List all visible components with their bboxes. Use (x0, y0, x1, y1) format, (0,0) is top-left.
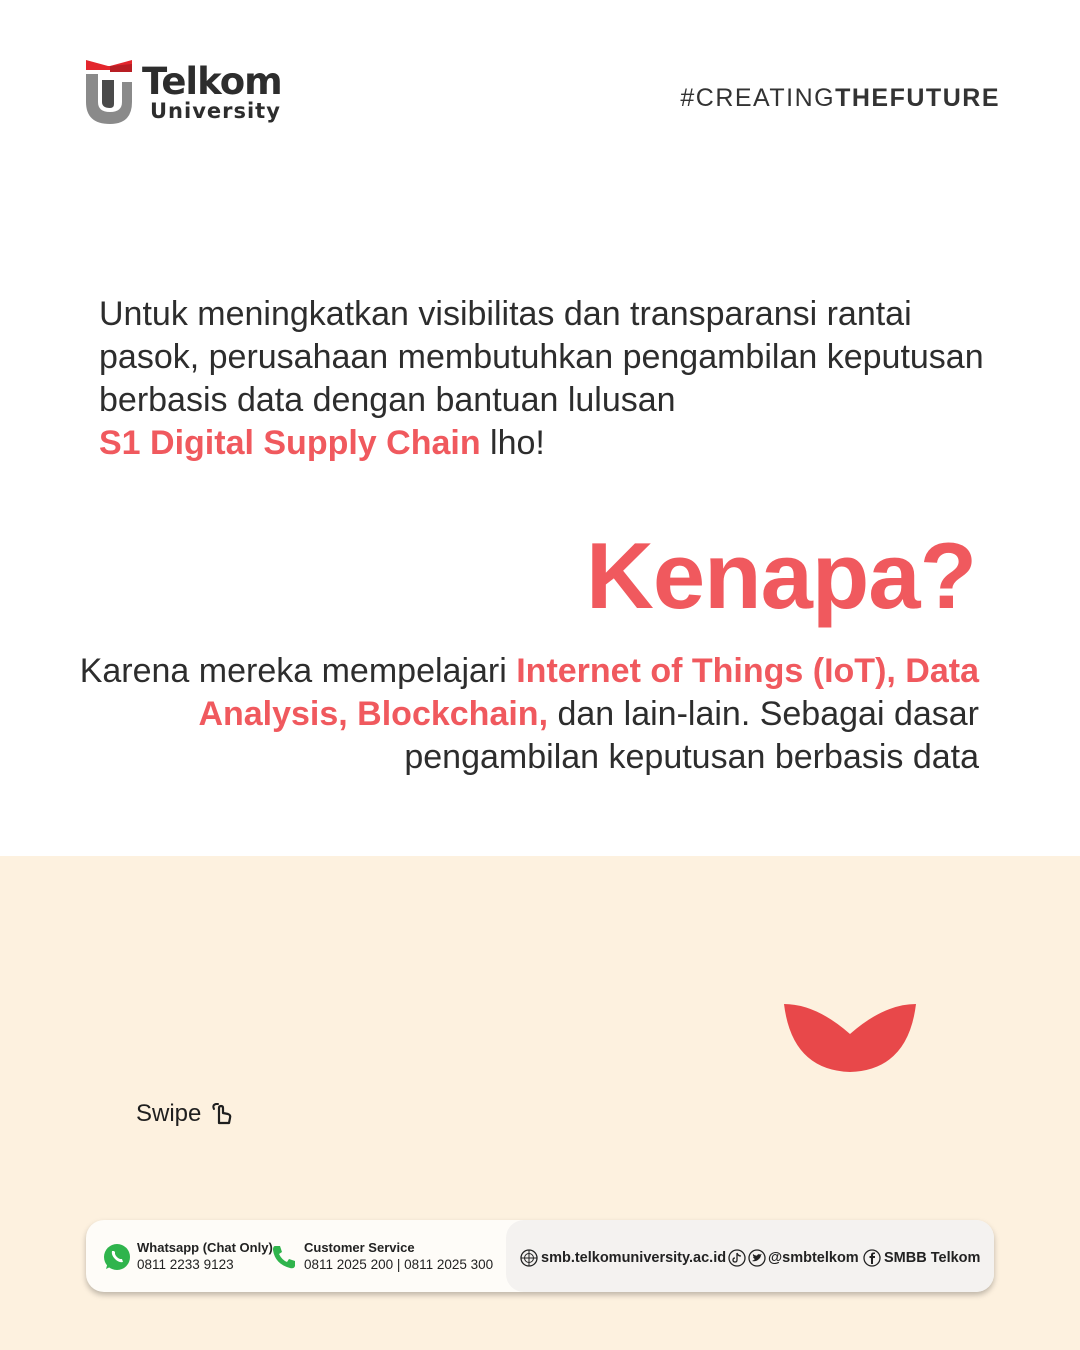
logo-name-telkom: Telkom (142, 60, 282, 103)
cs-numbers: 0811 2025 200 | 0811 2025 300 (304, 1257, 494, 1272)
whatsapp-icon (102, 1242, 132, 1272)
headline: Kenapa? (586, 523, 976, 628)
twitter-icon (748, 1249, 766, 1267)
tiktok-icon (728, 1249, 746, 1267)
swipe-label: Swipe (136, 1100, 202, 1127)
logo-name-university: University (150, 99, 281, 123)
hashtag (680, 84, 1000, 113)
social-handle: @smbtelkom (768, 1250, 859, 1266)
globe-icon (520, 1249, 538, 1267)
hashtag-bold: THEFUTURE (835, 84, 1000, 112)
facebook-text: SMBB Telkom (884, 1250, 981, 1266)
contact-footer (86, 1220, 994, 1292)
telkom-logo-icon (84, 58, 136, 126)
intro-text: Untuk meningkatkan visibilitas dan transparansi rantai pasok, perusahaan membutuhkan pengambilan keputusan berbasis data dengan bantuan lulusan (99, 295, 984, 419)
website-link[interactable] (520, 1249, 726, 1267)
phone-icon (270, 1243, 298, 1271)
telkom-university-logo (84, 58, 294, 128)
facebook-link[interactable] (863, 1249, 980, 1267)
website-text: smb.telkomuniversity.ac.id (541, 1250, 727, 1266)
hashtag-light: #CREATING (680, 84, 836, 112)
reason-highlight: Internet of Things (IoT), Data Analysis, Blockchain, (198, 652, 979, 733)
swipe-button[interactable] (136, 1100, 235, 1128)
whatsapp-contact[interactable] (102, 1240, 273, 1274)
reason-paragraph (59, 650, 979, 779)
pointing-hand-icon (209, 1101, 235, 1127)
social-handle-link[interactable] (728, 1249, 859, 1267)
intro-paragraph (99, 293, 999, 465)
intro-suffix: lho! (480, 424, 545, 462)
whatsapp-number: 0811 2233 9123 (137, 1257, 234, 1272)
customer-service-contact[interactable] (270, 1240, 493, 1274)
smile-shape (784, 1004, 916, 1072)
reason-prefix: Karena mereka mempelajari (79, 652, 517, 690)
reason-suffix: dan lain-lain. Sebagai dasar pengambilan keputusan berbasis data (404, 695, 979, 776)
intro-highlight: S1 Digital Supply Chain (99, 424, 481, 462)
whatsapp-title: Whatsapp (Chat Only) (137, 1240, 273, 1255)
cs-title: Customer Service (304, 1240, 415, 1255)
facebook-icon (863, 1249, 881, 1267)
